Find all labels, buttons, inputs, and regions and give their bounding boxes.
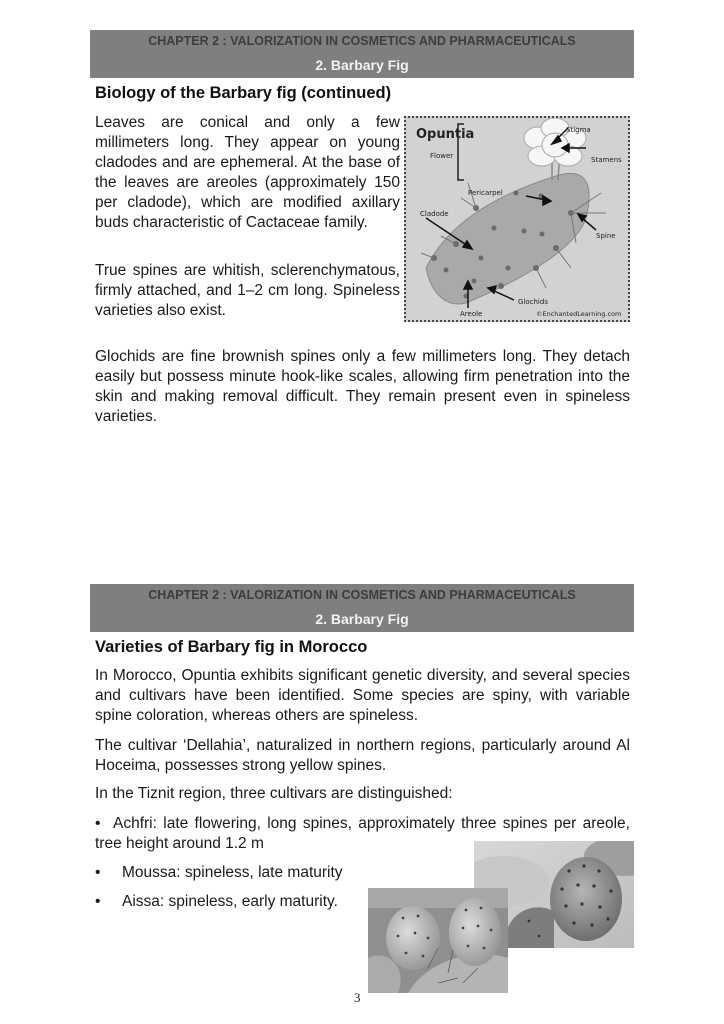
figure-credit: ©EnchantedLearning.com (536, 310, 622, 318)
page-number: 3 (354, 990, 361, 1005)
label-stamens: Stamens (591, 156, 622, 164)
label-glochids: Glochids (518, 298, 548, 306)
bullet-marker: • (95, 864, 101, 881)
label-areole: Areole (460, 310, 483, 318)
bullet-text: Achfri: late flowering, long spines, approximately three spines per areole, tree height around 1.2 m (95, 815, 630, 852)
label-stigma: Stigma (566, 126, 591, 134)
paragraph-dellahia: The cultivar ‘Dellahia’, naturalized in northern regions, particularly around Al Hoceima, possesses strong yellow spines. (95, 737, 630, 774)
chapter-header-band (90, 584, 634, 632)
bullet-marker: • (95, 815, 101, 832)
photo-prickly-pear-pads (368, 888, 508, 993)
section-heading: Biology of the Barbary fig (continued) (95, 84, 392, 102)
paragraph-leaves: Leaves are conical and only a few millimeters long. They appear on young cladodes and are ephemeral. At the base of the leaves are areoles (approximately 150 per cladode), which are modified axillary buds characteristic of Cactaceae family. (95, 114, 400, 231)
opuntia-diagram (404, 116, 630, 322)
paragraph-diversity: In Morocco, Opuntia exhibits significant genetic diversity, and several species and cultivars have been identified. Some species are spiny, with variable spine coloration, whereas others are spineless. (95, 667, 630, 724)
paragraph-tiznit: In the Tiznit region, three cultivars are distinguished: (95, 785, 453, 802)
bullet-marker: • (95, 893, 101, 910)
label-flower: Flower (430, 152, 454, 160)
label-pericarpel: Pericarpel (468, 189, 503, 197)
bullet-aissa (95, 892, 338, 912)
chapter-title: CHAPTER 2 : VALORIZATION IN COSMETICS AND PHARMACEUTICALS (148, 34, 576, 48)
chapter-header-band (90, 30, 634, 78)
diagram-title: Opuntia (416, 127, 475, 142)
chapter-title: CHAPTER 2 : VALORIZATION IN COSMETICS AND PHARMACEUTICALS (148, 588, 576, 602)
label-spine: Spine (596, 232, 616, 240)
section-subtitle: 2. Barbary Fig (315, 57, 409, 73)
section-heading: Varieties of Barbary fig in Morocco (95, 638, 368, 656)
bullet-moussa (95, 863, 343, 883)
bullet-text: Moussa: spineless, late maturity (122, 864, 343, 881)
label-cladode: Cladode (420, 210, 449, 218)
paragraph-spines: True spines are whitish, sclerenchymatous, firmly attached, and 1–2 cm long. Spineless varieties also exist. (95, 262, 400, 319)
section-subtitle: 2. Barbary Fig (315, 611, 409, 627)
paragraph-glochids: Glochids are fine brownish spines only a few millimeters long. They detach easily but possess minute hook-like scales, allowing firm penetration into the skin and making removal difficult. They remain present even in spineless varieties. (95, 348, 630, 425)
bullet-text: Aissa: spineless, early maturity. (122, 893, 338, 910)
